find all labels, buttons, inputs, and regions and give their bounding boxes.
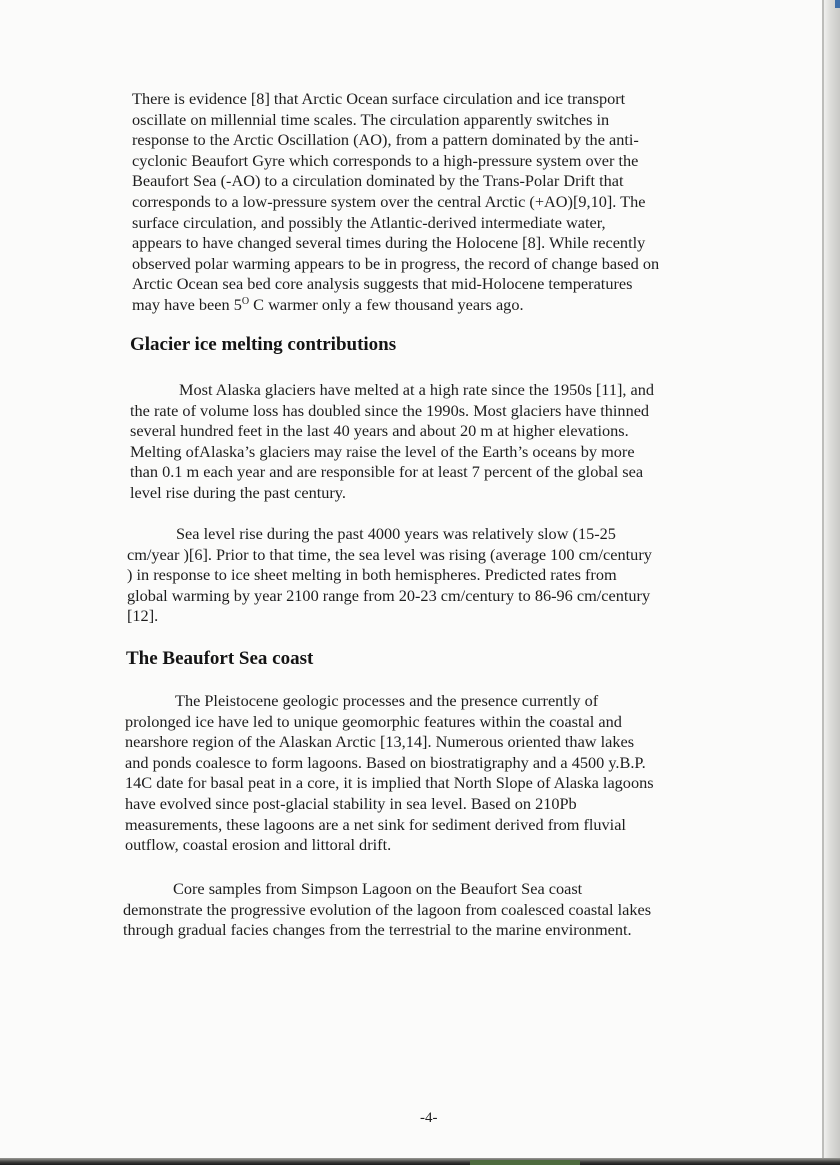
glacier-paragraph-1 <box>130 380 654 504</box>
text-line: appears to have changed several times during the Holocene [8]. While recently <box>132 233 646 253</box>
intro-paragraph <box>132 89 659 316</box>
text-line: The Pleistocene geologic processes and the presence currently of <box>175 691 599 710</box>
text-line: response to the Arctic Oscillation (AO), from a pattern dominated by the anti- <box>132 130 639 150</box>
text-line: the rate of volume loss has doubled since the 1990s. Most glaciers have thinned <box>130 400 650 420</box>
glacier-paragraph-2 <box>127 524 652 627</box>
text-line: several hundred feet in the last 40 years and about 20 m at higher elevations. <box>130 421 629 441</box>
text-line: Beaufort Sea (-AO) to a circulation dominated by the Trans-Polar Drift that <box>132 171 624 191</box>
text-run: C warmer only a few thousand years ago. <box>249 294 524 314</box>
text-line: There is evidence [8] that Arctic Ocean surface circulation and ice transport <box>132 89 626 108</box>
text-line: than 0.1 m each year and are responsible for at least 7 percent of the global sea <box>130 462 644 482</box>
text-line: Melting ofAlaska’s glaciers may raise the level of the Earth’s oceans by more <box>130 441 635 461</box>
degree-superscript: O <box>241 295 250 307</box>
text-line: nearshore region of the Alaskan Arctic [13,14]. Numerous oriented thaw lakes <box>125 732 635 752</box>
beaufort-paragraph-1 <box>125 691 654 856</box>
text-line: ) in response to ice sheet melting in both hemispheres. Predicted rates from <box>127 565 617 585</box>
text-line: level rise during the past century. <box>130 482 346 502</box>
page-number: -4- <box>420 1110 438 1126</box>
text-line: Arctic Ocean sea bed core analysis suggests that mid-Holocene temperatures <box>132 274 633 294</box>
text-line: Most Alaska glaciers have melted at a high rate since the 1950s [11], and <box>179 380 655 399</box>
text-line: cm/year )[6]. Prior to that time, the sea level was rising (average 100 cm/century <box>127 544 652 564</box>
section-heading-glacier: Glacier ice melting contributions <box>130 334 397 355</box>
text-line: measurements, these lagoons are a net sink for sediment derived from fluvial <box>125 814 626 834</box>
text-line: prolonged ice have led to unique geomorphic features within the coastal and <box>125 711 622 731</box>
scan-bottom-mark <box>470 1160 580 1165</box>
beaufort-paragraph-2 <box>123 879 651 941</box>
text-line: outflow, coastal erosion and littoral drift. <box>125 835 392 855</box>
scan-edge-mark <box>835 0 840 8</box>
text-line: and ponds coalesce to form lagoons. Based on biostratigraphy and a 4500 y.B.P. <box>125 752 646 772</box>
text-line: Sea level rise during the past 4000 years was relatively slow (15-25 <box>176 524 616 543</box>
text-line: 14C date for basal peat in a core, it is implied that North Slope of Alaska lagoons <box>125 773 654 793</box>
text-line: oscillate on millennial time scales. The circulation apparently switches in <box>132 109 610 129</box>
text-line: observed polar warming appears to be in progress, the record of change based on <box>132 253 660 273</box>
text-run: may have been 5 <box>132 294 242 314</box>
text-line: global warming by year 2100 range from 20-23 cm/century to 86-96 cm/century <box>127 585 651 605</box>
text-line: through gradual facies changes from the terrestrial to the marine environment. <box>123 920 632 940</box>
text-line: have evolved since post-glacial stability in sea level. Based on 210Pb <box>125 793 577 813</box>
text-line: Core samples from Simpson Lagoon on the Beaufort Sea coast <box>173 879 583 898</box>
text-line: corresponds to a low-pressure system over the central Arctic (+AO)[9,10]. The <box>132 191 646 211</box>
text-line <box>132 295 659 316</box>
text-line: demonstrate the progressive evolution of the lagoon from coalesced coastal lakes <box>123 899 652 919</box>
text-line: cyclonic Beaufort Gyre which corresponds to a high-pressure system over the <box>132 150 639 170</box>
text-line: [12]. <box>127 606 159 626</box>
section-heading-beaufort: The Beaufort Sea coast <box>126 648 314 669</box>
text-line: surface circulation, and possibly the Atlantic-derived intermediate water, <box>132 212 606 232</box>
page-bottom-edge <box>0 1158 840 1165</box>
page-edge-shadow <box>824 0 840 1165</box>
